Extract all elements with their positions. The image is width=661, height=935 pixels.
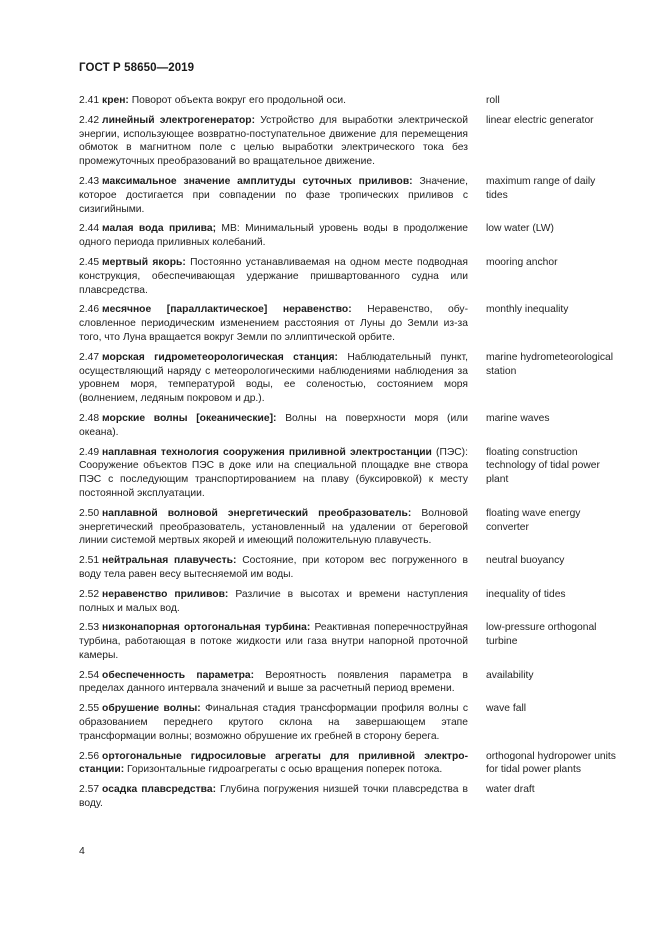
term-text: Различие в высотах и времени наступления полных и малых вод. — [79, 588, 468, 614]
term-english: wave fall — [486, 703, 527, 715]
term-name: крен: — [102, 95, 129, 106]
term-definition-ru — [79, 507, 468, 548]
term-text: Наблюдательный пункт, осуществляющий наряду с метеорологическими наблюдениями наблюдения за уровнем моря, температурой воды, ее соленостью, состоянием моря (волнением, ледяным покровом и др.). — [79, 351, 468, 405]
term-number: 2.50 — [79, 507, 100, 519]
term-text: Реактивная поперечноструйная турбина, работающая в потоке жидкости или газа внутри напорной проточной камеры. — [79, 622, 468, 661]
term-text: Неравенство, обусловленное периодическим изменением расстояния от Луны до Земли из-за того, что Луна вращается вокруг Земли по эллиптической орбите. — [79, 304, 468, 343]
term-entry — [79, 588, 619, 616]
term-name: ортогональные гидросиловые агрегаты для приливной электростанции: — [79, 750, 468, 776]
term-english: monthly inequality — [486, 304, 569, 316]
term-name: линейный электрогенератор: — [102, 114, 255, 126]
term-definition-ru — [79, 621, 468, 662]
term-number: 2.55 — [79, 703, 100, 715]
term-name: обрушение волны: — [102, 703, 201, 715]
term-number: 2.56 — [79, 750, 100, 762]
term-english: marine waves — [486, 412, 550, 424]
term-text: Горизонтальные гидроагрегаты с осью вращения поперек потока. — [127, 764, 443, 776]
term-text: Значение, которое достигается при совпадении по фазе тропических приливов с сизигийными. — [79, 175, 468, 215]
term-english: floating construction technology of tidal power plant — [486, 446, 600, 486]
term-entry — [79, 554, 619, 582]
term-entry — [79, 507, 619, 548]
term-entry — [79, 256, 619, 297]
term-english: linear electric generator — [486, 114, 594, 126]
term-entry — [79, 446, 619, 501]
term-definition-ru — [79, 554, 468, 582]
term-name: наплавной волновой энергетический преобразователь: — [102, 507, 412, 519]
term-text: Поворот объекта вокруг его продольной оси. — [131, 95, 347, 106]
term-entry — [79, 783, 619, 811]
term-name: морская гидрометеорологическая станция: — [102, 351, 338, 363]
terms-list — [79, 94, 619, 817]
term-number: 2.42 — [79, 114, 100, 126]
term-entry — [79, 303, 619, 344]
term-english: water draft — [486, 784, 535, 796]
term-number: 2.54 — [79, 669, 100, 681]
term-definition-ru — [79, 446, 468, 501]
term-definition-ru — [79, 412, 468, 440]
term-english: floating wave energy converter — [486, 507, 581, 533]
term-english: neutral buoyancy — [486, 555, 565, 567]
term-number: 2.57 — [79, 784, 100, 796]
term-definition-ru — [79, 222, 468, 250]
term-name: осадка плавсредства: — [102, 784, 217, 796]
term-number: 2.49 — [79, 446, 100, 458]
term-entry — [79, 669, 619, 697]
term-number: 2.41 — [79, 95, 100, 106]
term-text: (ПЭС): Сооружение объектов ПЭС в доке или на специальной площадке вне створа ПЭС с последующим транспортированием на плаву (буксировкой) к месту постоянной эксплуатации. — [79, 446, 468, 499]
term-entry — [79, 175, 619, 216]
term-definition-ru — [79, 588, 468, 616]
term-text: Волны на поверхности моря (или океана). — [79, 412, 468, 438]
term-number: 2.52 — [79, 588, 100, 600]
term-name: низконапорная ортогональная турбина: — [102, 622, 311, 634]
term-definition-ru — [79, 669, 468, 697]
term-entry — [79, 114, 619, 169]
term-english: inequality of tides — [486, 588, 566, 600]
term-text: Вероятность появления параметра в пределах данного интервала значений и выше за расчетный период времени. — [79, 669, 468, 695]
term-text: Устройство для выработки электрической энергии, использующее возвратно-поступательное движение для перемещения обмоток в магнитном поле с целью выработки электрического тока без промежуточных преобразований во вращательное движение. — [79, 114, 468, 168]
term-entry — [79, 702, 619, 743]
term-definition-ru — [79, 256, 468, 297]
term-english: roll — [486, 95, 500, 106]
term-number: 2.53 — [79, 622, 100, 634]
term-number: 2.46 — [79, 304, 100, 316]
term-entry — [79, 750, 619, 778]
term-definition-ru — [79, 351, 468, 406]
term-number: 2.48 — [79, 412, 100, 424]
term-text: Финальная стадия трансформации профиля волны с образованием переднего крутого склона на завершающем этапе трансформации волны; возможно обрушение их гребней в сторону берега. — [79, 703, 468, 742]
term-entry — [79, 351, 619, 406]
term-name: неравенство приливов: — [102, 588, 229, 600]
term-definition-ru — [79, 702, 468, 743]
term-number: 2.44 — [79, 223, 100, 235]
term-text: Постоянно устанавливаемая на одном месте подводная конструкция, обеспечивающая удержание пришвартованного судна или плавсредства. — [79, 256, 468, 296]
term-english: low-pressure orthogonal turbine — [486, 622, 597, 648]
term-definition-ru — [79, 114, 468, 169]
term-name: наплавная технология сооружения приливной электростанции — [102, 446, 432, 458]
term-name: морские волны [океанические]: — [102, 412, 277, 424]
term-name: нейтральная плавучесть: — [102, 555, 237, 567]
term-english: low water (LW) — [486, 223, 554, 235]
term-number: 2.47 — [79, 351, 100, 363]
term-name: мертвый якорь: — [102, 256, 186, 268]
term-text: Глубина погружения низшей точки плавсредства в воду. — [79, 784, 468, 810]
term-english: orthogonal hydropower units for tidal power plants — [486, 750, 616, 776]
term-definition-ru — [79, 303, 468, 344]
term-entry — [79, 621, 619, 662]
term-entry — [79, 412, 619, 440]
term-text: Состояние, при котором вес погруженного в воду тела равен весу вытесняемой им воды. — [79, 555, 469, 580]
term-name: максимальное значение амплитуды суточных приливов: — [102, 175, 413, 187]
term-english: marine hydrometeorological station — [486, 351, 614, 377]
term-number: 2.51 — [79, 555, 100, 567]
term-entry — [79, 222, 619, 250]
term-name: месячное [параллактическое] неравенство: — [102, 304, 352, 316]
term-english: mooring anchor — [486, 256, 558, 268]
term-english: maximum range of daily tides — [486, 175, 596, 201]
term-number: 2.43 — [79, 175, 100, 187]
page-number: 4 — [79, 845, 85, 857]
term-definition-ru — [79, 94, 468, 108]
term-name: обеспеченность параметра: — [102, 669, 255, 681]
term-definition-ru — [79, 175, 468, 216]
term-text: Волновой энергетический преобразователь, установленный на удалении от береговой линии системой мертвых якорей и имеющий положительную плавучесть. — [79, 507, 468, 547]
term-name: малая вода прилива; — [102, 223, 217, 235]
term-definition-ru — [79, 783, 468, 811]
term-text: МВ: Минимальный уровень воды в продолжение одного периода приливных колебаний. — [79, 223, 468, 249]
standard-header: ГОСТ Р 58650—2019 — [79, 62, 195, 74]
term-english: availability — [486, 669, 534, 681]
term-definition-ru — [79, 750, 468, 778]
term-entry — [79, 94, 619, 108]
term-number: 2.45 — [79, 256, 100, 268]
